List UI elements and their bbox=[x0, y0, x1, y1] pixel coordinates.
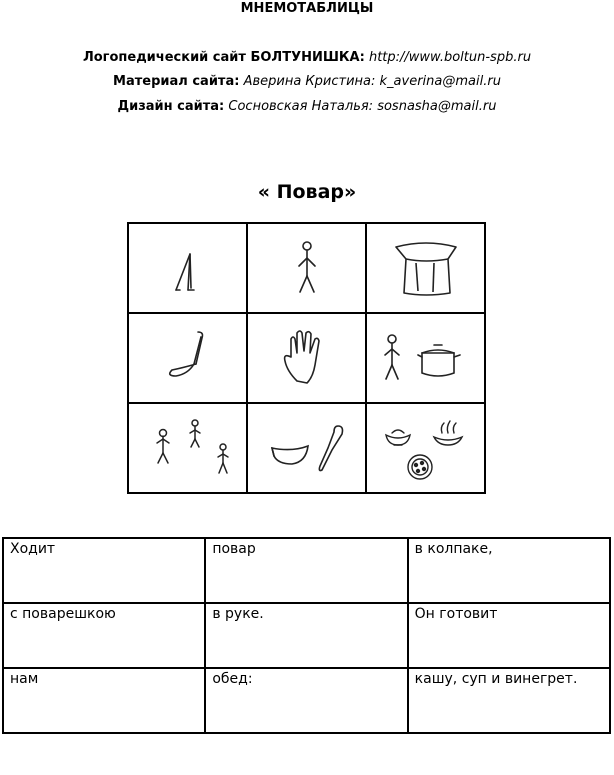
design-email[interactable]: sosnasha@mail.ru bbox=[377, 99, 497, 114]
cook-with-pot-icon bbox=[378, 327, 474, 389]
page-title: МНЕМОТАБЛИЦЫ bbox=[240, 1, 374, 16]
material-author: Аверина Кристина: bbox=[243, 74, 376, 89]
site-label: Логопедический сайт БОЛТУНИШКА: bbox=[82, 50, 365, 65]
table-cell: повар bbox=[205, 538, 407, 603]
three-people-icon bbox=[143, 415, 233, 481]
site-credit bbox=[0, 50, 614, 65]
table-cell: нам bbox=[3, 668, 205, 733]
design-label: Дизайн сайта: bbox=[117, 99, 225, 114]
table-cell: Он готовит bbox=[408, 603, 610, 668]
table-row bbox=[3, 668, 610, 733]
mnemonic-grid bbox=[127, 222, 486, 494]
hand-icon bbox=[277, 327, 337, 389]
grid-cell bbox=[128, 223, 247, 313]
material-credit bbox=[0, 74, 614, 89]
material-label: Материал сайта: bbox=[113, 74, 240, 89]
rhyme-title: « Повар» bbox=[257, 181, 357, 203]
grid-cell bbox=[247, 313, 366, 403]
chef-hat-icon bbox=[386, 237, 466, 299]
chef-hat-side-icon bbox=[158, 238, 218, 298]
grid-cell bbox=[247, 223, 366, 313]
grid-cell bbox=[128, 313, 247, 403]
design-author: Сосновская Наталья: bbox=[228, 99, 374, 114]
table-row bbox=[3, 538, 610, 603]
table-row bbox=[3, 603, 610, 668]
rhyme-words-table bbox=[2, 537, 611, 734]
stick-figure-icon bbox=[277, 236, 337, 300]
material-email[interactable]: k_averina@mail.ru bbox=[379, 74, 501, 89]
grid-cell bbox=[366, 223, 485, 313]
table-cell: обед: bbox=[205, 668, 407, 733]
bowl-and-spoon-icon bbox=[262, 418, 352, 478]
grid-cell bbox=[247, 403, 366, 493]
grid-cell bbox=[366, 403, 485, 493]
table-cell: Ходит bbox=[3, 538, 205, 603]
three-dishes-icon bbox=[378, 415, 474, 481]
site-url[interactable]: http://www.boltun-spb.ru bbox=[368, 50, 532, 65]
grid-cell bbox=[128, 403, 247, 493]
grid-cell bbox=[366, 313, 485, 403]
table-cell: кашу, суп и винегрет. bbox=[408, 668, 610, 733]
table-cell: с поварешкою bbox=[3, 603, 205, 668]
design-credit bbox=[0, 99, 614, 114]
ladle-icon bbox=[158, 328, 218, 388]
table-cell: в колпаке, bbox=[408, 538, 610, 603]
table-cell: в руке. bbox=[205, 603, 407, 668]
